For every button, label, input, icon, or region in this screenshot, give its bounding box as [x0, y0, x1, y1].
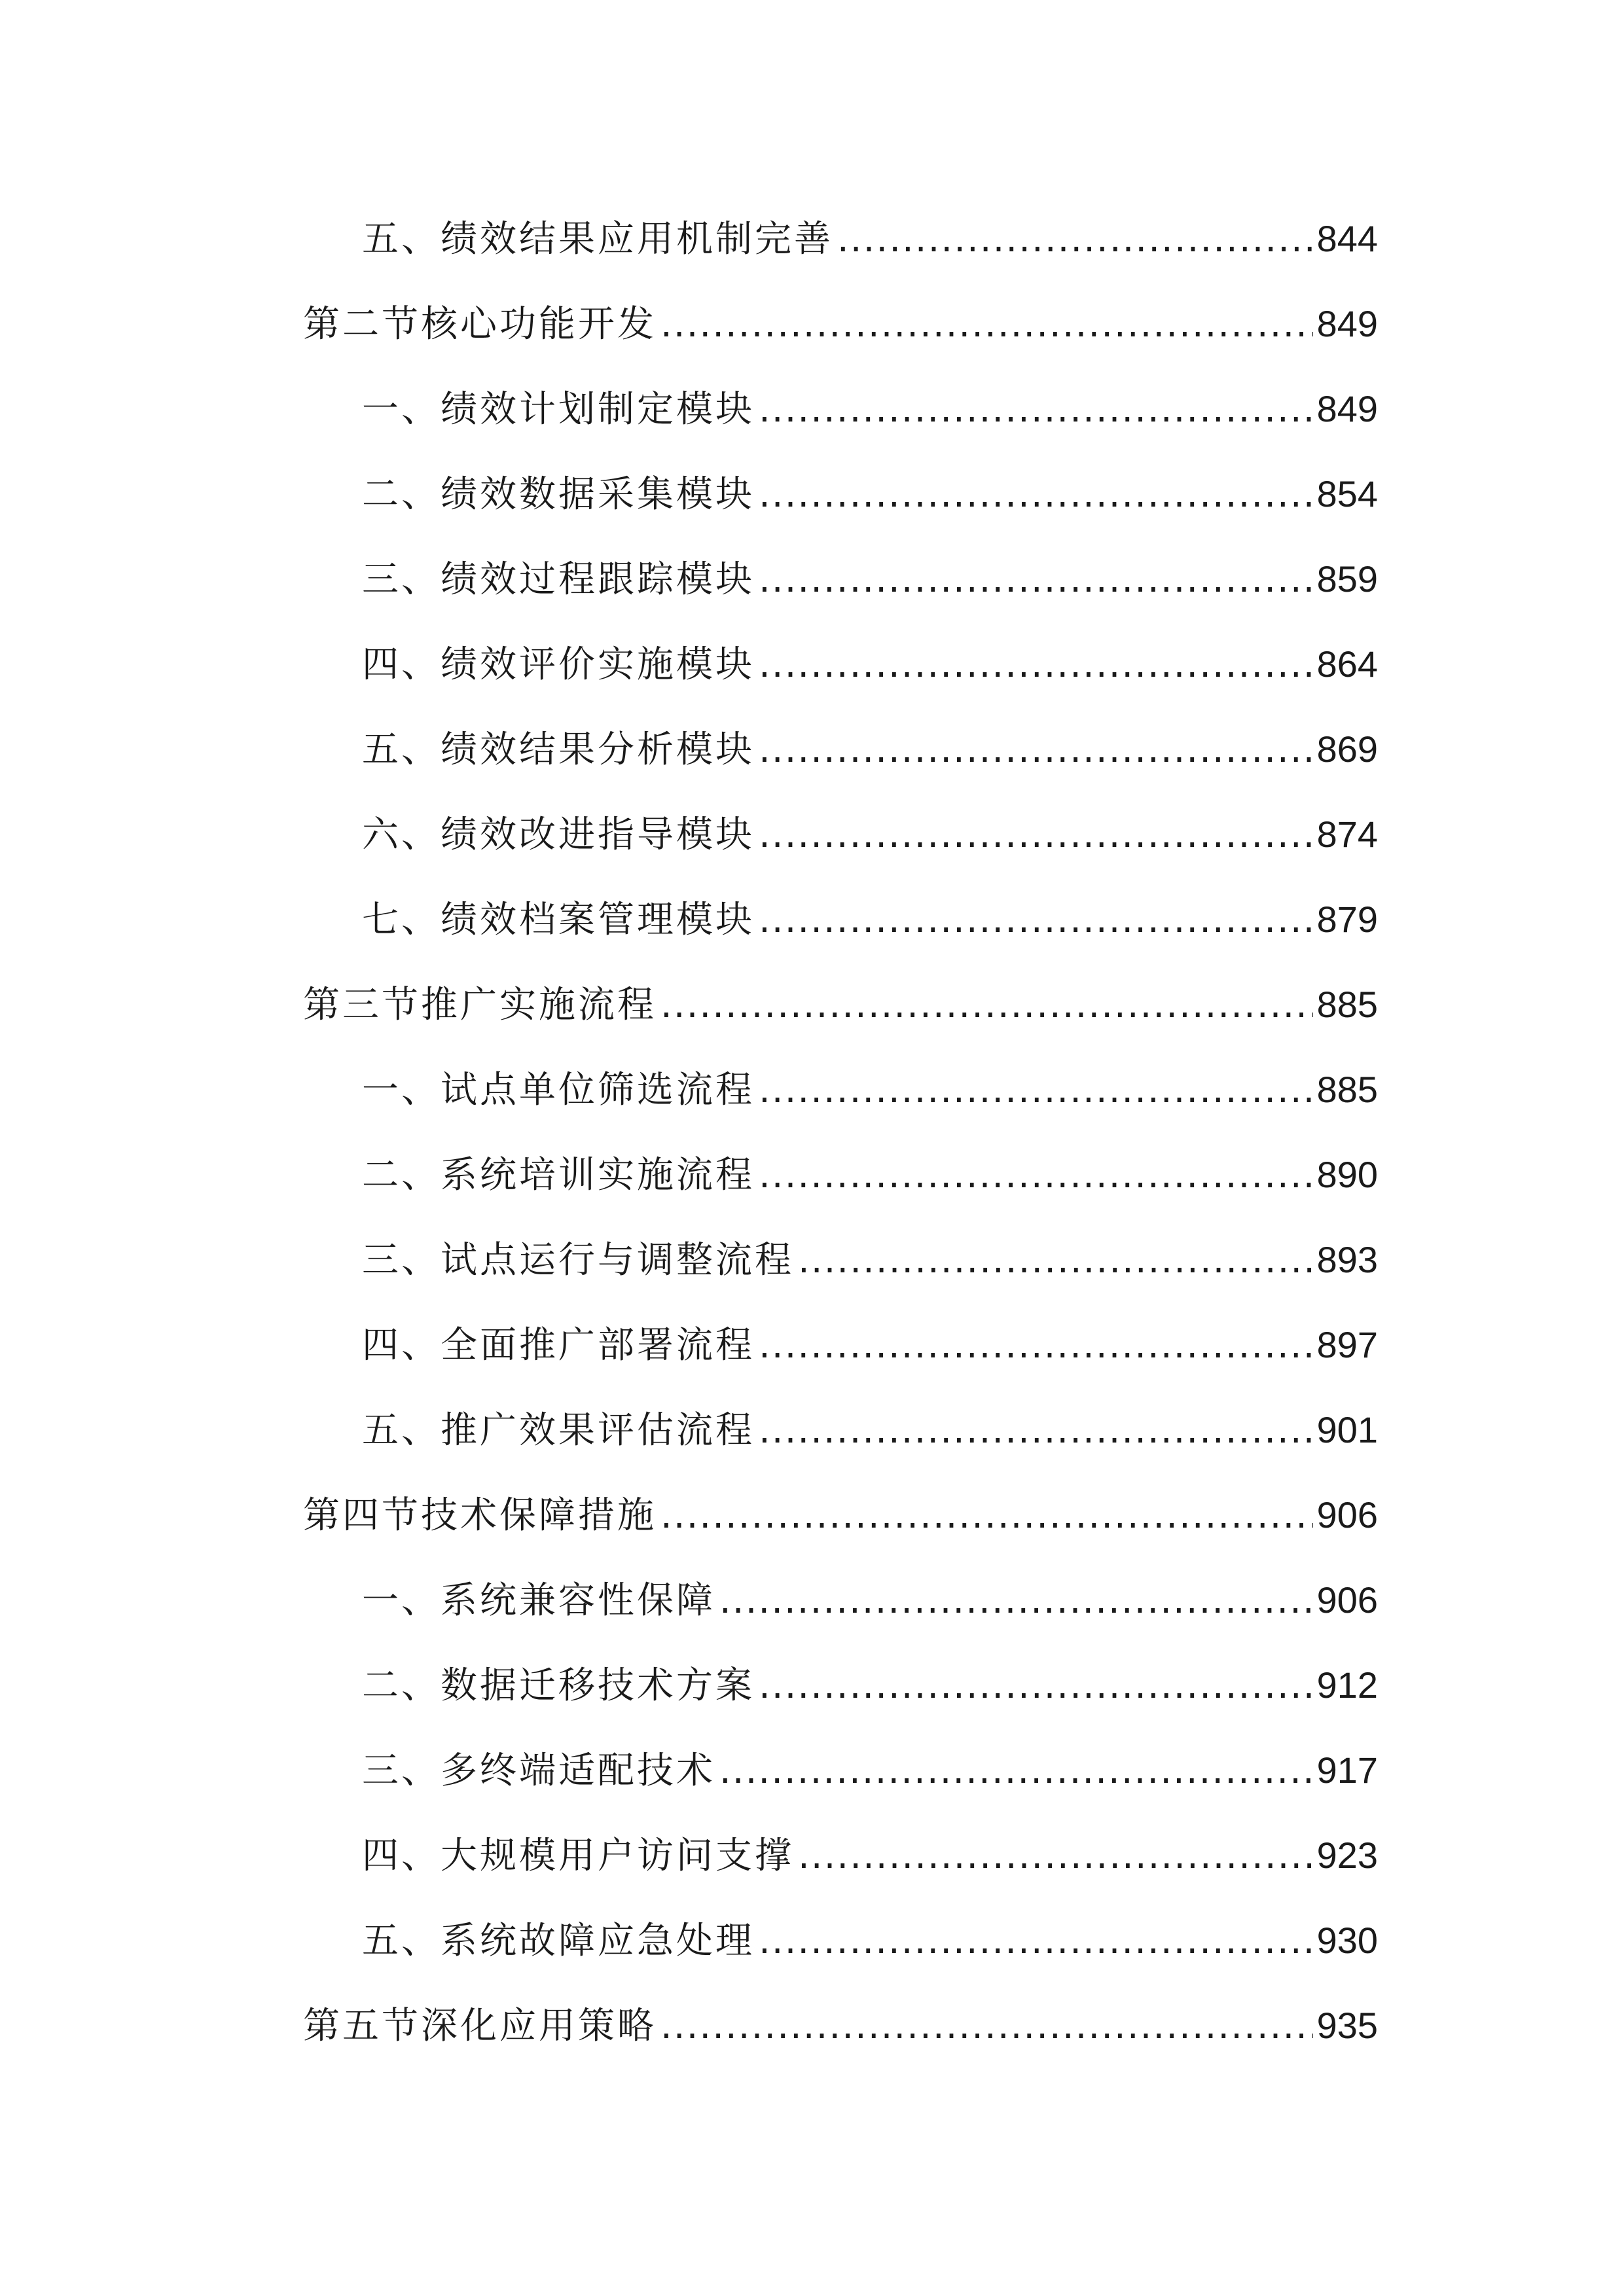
toc-dot-leader	[660, 976, 1313, 1035]
toc-entry-title: 五、系统故障应急处理	[362, 1920, 755, 1962]
toc-subsection-entry[interactable]	[303, 890, 1378, 975]
toc-section-entry[interactable]	[303, 1486, 1378, 1571]
toc-dot-leader	[759, 636, 1313, 694]
toc-dot-leader	[759, 806, 1313, 865]
toc-entry-title: 一、系统兼容性保障	[362, 1579, 715, 1622]
toc-entry-title: 第四节技术保障措施	[303, 1494, 657, 1537]
toc-subsection-entry[interactable]	[303, 1826, 1378, 1911]
toc-section-entry[interactable]	[303, 975, 1378, 1060]
toc-page-number: 864	[1316, 643, 1378, 685]
toc-dot-leader	[759, 380, 1313, 439]
toc-entry-title: 七、绩效档案管理模块	[362, 899, 755, 941]
toc-page-number: 923	[1316, 1835, 1378, 1876]
toc-page-number: 874	[1316, 814, 1378, 855]
toc-entry-title: 四、全面推广部署流程	[362, 1324, 755, 1367]
toc-page-number: 849	[1316, 303, 1378, 344]
toc-entry-title: 六、绩效改进指导模块	[362, 814, 755, 856]
toc-entry-title: 五、绩效结果分析模块	[362, 728, 755, 771]
toc-subsection-entry[interactable]	[303, 550, 1378, 635]
toc-subsection-entry[interactable]	[303, 1656, 1378, 1741]
toc-subsection-entry[interactable]	[303, 1145, 1378, 1230]
toc-subsection-entry[interactable]	[303, 1741, 1378, 1826]
toc-entry-title: 四、大规模用户访问支撑	[362, 1835, 794, 1877]
toc-page-number: 930	[1316, 1920, 1378, 1961]
toc-subsection-entry[interactable]	[303, 1571, 1378, 1656]
toc-page-number: 859	[1316, 558, 1378, 600]
toc-subsection-entry[interactable]	[303, 1316, 1378, 1401]
toc-entry-title: 三、绩效过程跟踪模块	[362, 558, 755, 601]
toc-page-number: 844	[1316, 218, 1378, 259]
toc-subsection-entry[interactable]	[303, 635, 1378, 720]
toc-dot-leader	[719, 1571, 1313, 1630]
toc-section-entry[interactable]	[303, 1996, 1378, 2081]
toc-page-number: 879	[1316, 899, 1378, 940]
toc-entry-title: 一、绩效计划制定模块	[362, 388, 755, 431]
toc-entry-title: 第二节核心功能开发	[303, 303, 657, 346]
toc-page-number: 849	[1316, 388, 1378, 429]
toc-section-entry[interactable]	[303, 295, 1378, 380]
toc-dot-leader	[759, 721, 1313, 780]
toc-dot-leader	[798, 1827, 1313, 1886]
toc-page-number: 893	[1316, 1239, 1378, 1280]
toc-page-number: 917	[1316, 1749, 1378, 1791]
toc-page-number: 854	[1316, 473, 1378, 514]
toc-entry-title: 三、试点运行与调整流程	[362, 1239, 794, 1282]
toc-entry-title: 第三节推广实施流程	[303, 984, 657, 1026]
toc-subsection-entry[interactable]	[303, 1911, 1378, 1996]
toc-entry-title: 二、系统培训实施流程	[362, 1154, 755, 1196]
toc-page-number: 912	[1316, 1664, 1378, 1706]
toc-subsection-entry[interactable]	[303, 805, 1378, 890]
toc-page-number: 906	[1316, 1579, 1378, 1621]
toc-subsection-entry[interactable]	[303, 380, 1378, 465]
toc-page-number: 869	[1316, 728, 1378, 770]
toc-dot-leader	[660, 295, 1313, 354]
toc-entry-title: 五、推广效果评估流程	[362, 1409, 755, 1452]
toc-entry-title: 二、绩效数据采集模块	[362, 473, 755, 516]
toc-dot-leader	[660, 1997, 1313, 2056]
toc-page-number: 890	[1316, 1154, 1378, 1195]
toc-entry-title: 三、多终端适配技术	[362, 1749, 715, 1792]
toc-dot-leader	[759, 465, 1313, 524]
toc-subsection-entry[interactable]	[303, 465, 1378, 550]
toc-page-number: 935	[1316, 2005, 1378, 2046]
toc-page-number: 897	[1316, 1324, 1378, 1365]
toc-subsection-entry[interactable]	[303, 1230, 1378, 1316]
toc-page-number: 906	[1316, 1494, 1378, 1535]
toc-subsection-entry[interactable]	[303, 209, 1378, 295]
toc-dot-leader	[759, 891, 1313, 950]
toc-page-number: 885	[1316, 1069, 1378, 1110]
toc-entry-title: 第五节深化应用策略	[303, 2005, 657, 2047]
toc-entry-title: 二、数据迁移技术方案	[362, 1664, 755, 1707]
toc-dot-leader	[759, 1401, 1313, 1460]
table-of-contents	[303, 209, 1378, 2081]
toc-dot-leader	[837, 210, 1313, 269]
toc-dot-leader	[798, 1231, 1313, 1290]
toc-entry-title: 四、绩效评价实施模块	[362, 643, 755, 686]
toc-entry-title: 五、绩效结果应用机制完善	[362, 218, 833, 260]
toc-subsection-entry[interactable]	[303, 720, 1378, 805]
toc-dot-leader	[719, 1742, 1313, 1801]
toc-subsection-entry[interactable]	[303, 1401, 1378, 1486]
toc-page-number: 901	[1316, 1409, 1378, 1450]
toc-dot-leader	[759, 1657, 1313, 1715]
toc-dot-leader	[759, 1912, 1313, 1971]
toc-page-number: 885	[1316, 984, 1378, 1025]
toc-dot-leader	[759, 550, 1313, 609]
toc-dot-leader	[660, 1486, 1313, 1545]
toc-dot-leader	[759, 1316, 1313, 1375]
toc-dot-leader	[759, 1146, 1313, 1205]
toc-entry-title: 一、试点单位筛选流程	[362, 1069, 755, 1111]
toc-dot-leader	[759, 1061, 1313, 1120]
toc-subsection-entry[interactable]	[303, 1060, 1378, 1145]
